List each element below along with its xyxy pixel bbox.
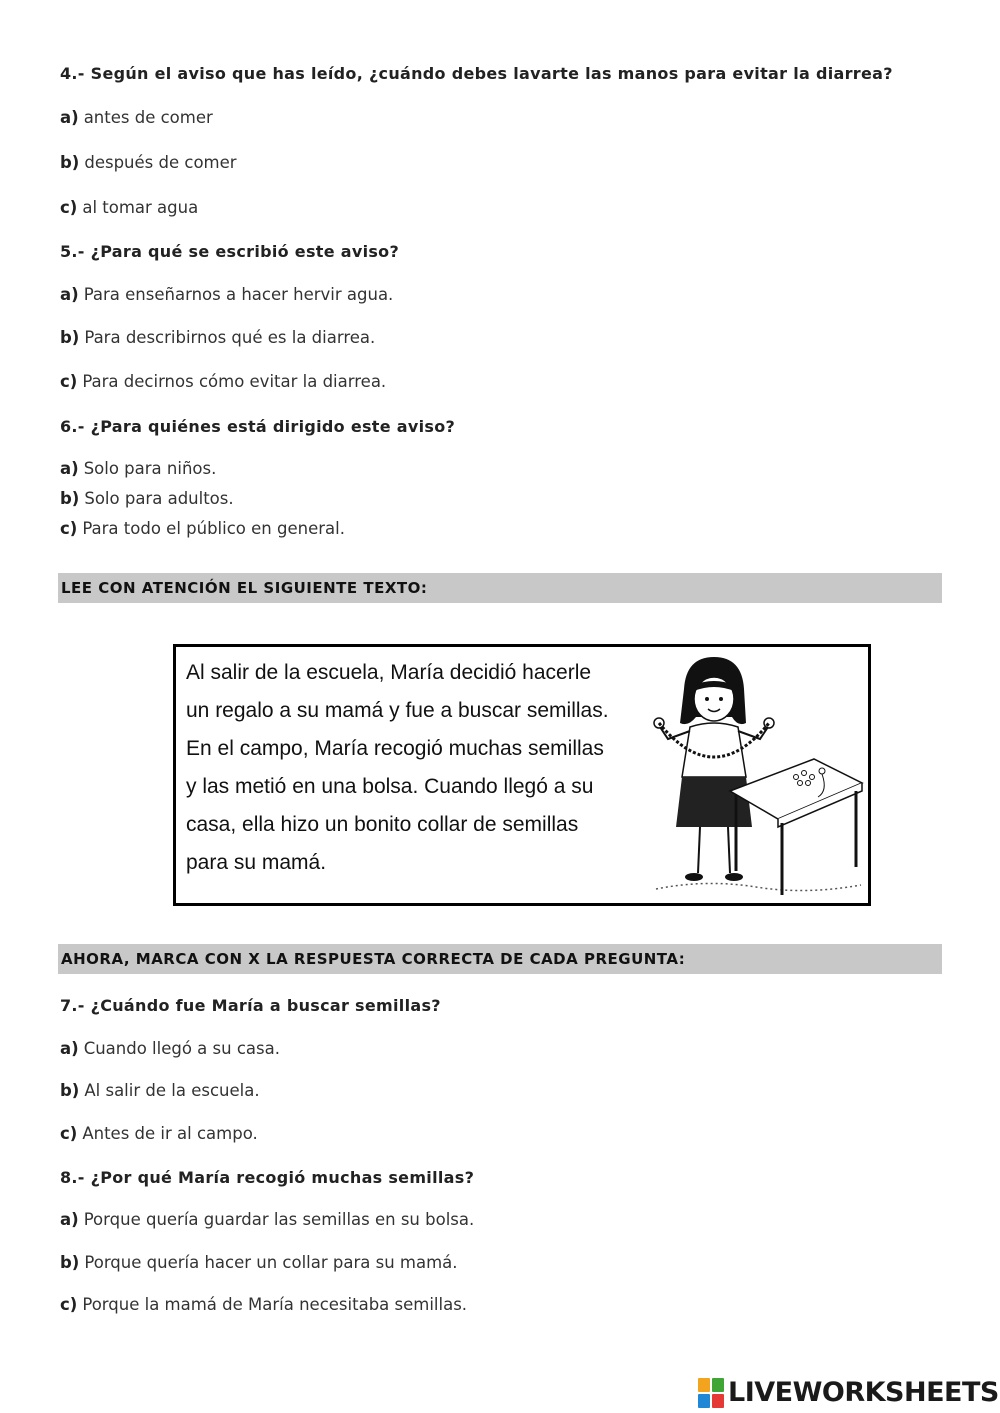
q6-option-a[interactable] (60, 459, 216, 478)
story-line: casa, ella hizo un bonito collar de semillas (186, 813, 579, 836)
option-text: Porque quería guardar las semillas en su bolsa. (83, 1210, 475, 1229)
story-line: para su mamá. (186, 851, 327, 874)
option-label: b) (60, 328, 80, 347)
q8-option-c[interactable] (60, 1295, 467, 1314)
option-text: Porque la mamá de María necesitaba semillas. (82, 1295, 468, 1314)
q5-option-b[interactable] (60, 328, 375, 347)
option-label: c) (60, 1124, 78, 1143)
option-label: b) (60, 153, 80, 172)
option-text: Antes de ir al campo. (82, 1124, 258, 1143)
q4-option-b[interactable] (60, 153, 237, 172)
q4-option-a[interactable] (60, 108, 213, 127)
q4-option-c[interactable] (60, 198, 198, 217)
option-label: b) (60, 489, 80, 508)
logo-text: LIVEWORKSHEETS (728, 1377, 999, 1408)
option-text: Al salir de la escuela. (84, 1081, 260, 1100)
question-7: 7.- ¿Cuándo fue María a buscar semillas? (60, 996, 441, 1015)
q5-option-a[interactable] (60, 285, 393, 304)
option-text: Solo para niños. (83, 459, 217, 478)
q8-option-a[interactable] (60, 1210, 474, 1229)
q5-option-c[interactable] (60, 372, 386, 391)
option-text: Solo para adultos. (84, 489, 234, 508)
q7-option-b[interactable] (60, 1081, 260, 1100)
liveworksheets-logo[interactable] (698, 1376, 998, 1410)
option-label: c) (60, 1295, 78, 1314)
option-text: Porque quería hacer un collar para su mamá. (84, 1253, 458, 1272)
question-8: 8.- ¿Por qué María recogió muchas semillas? (60, 1168, 475, 1187)
option-label: c) (60, 198, 78, 217)
story-line: un regalo a su mamá y fue a buscar semillas. (186, 699, 609, 722)
q7-option-a[interactable] (60, 1039, 280, 1058)
option-text: Para describirnos qué es la diarrea. (84, 328, 376, 347)
story-line: y las metió en una bolsa. Cuando llegó a su (186, 775, 594, 798)
option-label: a) (60, 108, 79, 127)
question-5: 5.- ¿Para qué se escribió este aviso? (60, 242, 400, 261)
q7-option-c[interactable] (60, 1124, 258, 1143)
question-6: 6.- ¿Para quiénes está dirigido este aviso? (60, 417, 456, 436)
option-label: a) (60, 1039, 79, 1058)
option-text: después de comer (84, 153, 237, 172)
option-text: Cuando llegó a su casa. (83, 1039, 280, 1058)
option-text: Para enseñarnos a hacer hervir agua. (83, 285, 394, 304)
option-label: a) (60, 285, 79, 304)
story-line: Al salir de la escuela, María decidió hacerle (186, 661, 592, 684)
option-text: Para todo el público en general. (82, 519, 345, 538)
q6-option-b[interactable] (60, 489, 234, 508)
girl-with-necklace-illustration (646, 651, 868, 901)
option-text: Para decirnos cómo evitar la diarrea. (82, 372, 387, 391)
option-label: c) (60, 519, 78, 538)
option-text: antes de comer (83, 108, 213, 127)
question-4: 4.- Según el aviso que has leído, ¿cuándo debes lavarte las manos para evitar la diarrea? (60, 64, 893, 83)
story-box (173, 644, 871, 906)
option-label: b) (60, 1081, 80, 1100)
option-label: a) (60, 1210, 79, 1229)
logo-squares-icon (698, 1378, 724, 1408)
option-text: al tomar agua (82, 198, 199, 217)
option-label: c) (60, 372, 78, 391)
option-label: b) (60, 1253, 80, 1272)
section-heading-read: LEE CON ATENCIÓN EL SIGUIENTE TEXTO: (58, 573, 942, 603)
q8-option-b[interactable] (60, 1253, 458, 1272)
option-label: a) (60, 459, 79, 478)
q6-option-c[interactable] (60, 519, 345, 538)
story-line: En el campo, María recogió muchas semillas (186, 737, 604, 760)
section-heading-mark: AHORA, MARCA CON X LA RESPUESTA CORRECTA DE CADA PREGUNTA: (58, 944, 942, 974)
